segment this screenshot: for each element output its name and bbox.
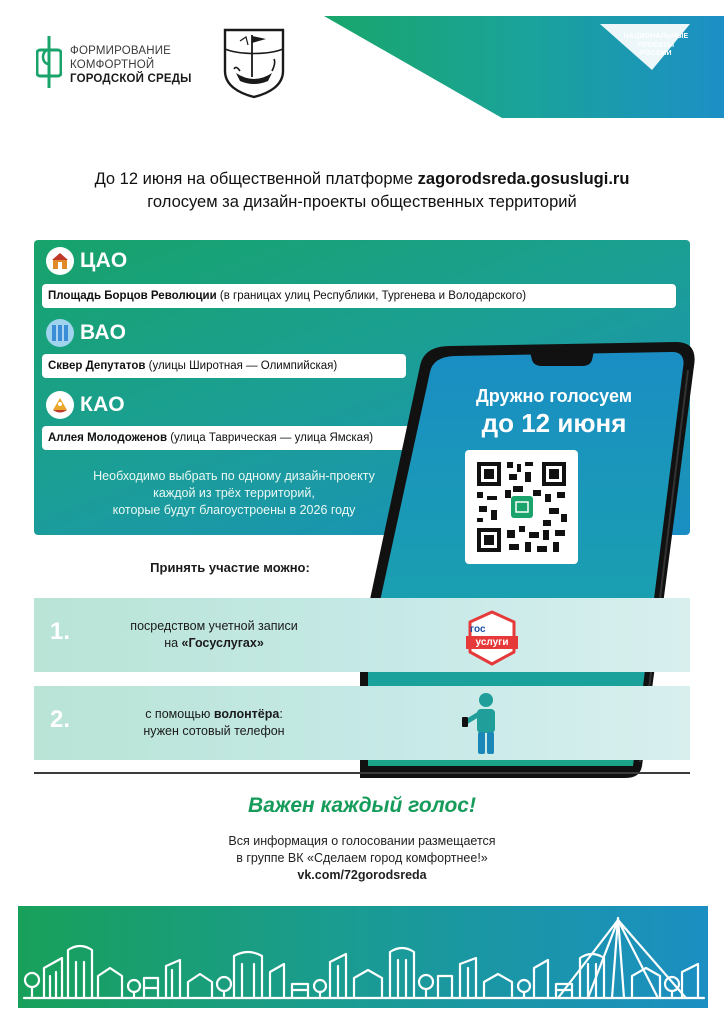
option-text: посредством учетной записи на «Госуслугах» (130, 619, 298, 650)
national-projects-banner (318, 0, 724, 118)
qr-code[interactable] (465, 450, 578, 564)
site-kao: Аллея Молодоженов (улица Таврическая — улица Ямская) (42, 426, 414, 450)
slogan: Важен каждый голос! (248, 794, 476, 817)
phone-slogan: Дружно голосуем до 12 июня (475, 386, 633, 438)
tyumen-coat-of-arms-icon (222, 27, 286, 99)
vk-link[interactable]: vk.com/72gorodsreda (297, 868, 427, 882)
info-text: Вся информация о голосовании размещается в группе ВК «Сделаем город комфортнее!» vk.com/72gorodsreda (228, 834, 496, 882)
option-gosuslugi (34, 598, 690, 672)
cityscape-icon (18, 906, 708, 1008)
fkgs-logo-text: ФОРМИРОВАНИЕ КОМФОРТНОЙ ГОРОДСКОЙ СРЕДЫ (70, 45, 192, 85)
intro-text: До 12 июня на общественной платформе zagorodsreda.gosuslugi.ru голосуем за дизайн-проекты общественных территорий (94, 170, 630, 211)
district-kao: КАО (46, 390, 125, 420)
fkgs-logo-icon (36, 34, 62, 90)
participate-title: Принять участие можно: (150, 560, 310, 575)
district-cao: ЦАО (46, 246, 127, 276)
cao-emblem-icon (46, 247, 74, 275)
volunteer-person-icon (460, 692, 504, 756)
national-projects-label: НАЦИОНАЛЬНЫЕ ПРОЕКТЫ РОССИИ (623, 33, 689, 57)
gosuslugi-logo-icon[interactable]: гос услуги (464, 610, 520, 666)
vao-emblem-icon (46, 319, 74, 347)
divider (34, 772, 690, 774)
option-number: 2. (50, 706, 71, 733)
district-vao: ВАО (46, 318, 126, 348)
option-text: с помощью волонтёра: нужен сотовый телефон (143, 707, 285, 738)
cityscape-footer (18, 906, 708, 1008)
site-vao: Сквер Депутатов (улицы Широтная — Олимпийская) (42, 354, 406, 378)
option-volunteer (34, 686, 690, 760)
option-number: 1. (50, 618, 71, 645)
platform-link[interactable]: zagorodsreda.gosuslugi.ru (417, 170, 630, 188)
note-text: Необходимо выбрать по одному дизайн-проекту каждой из трёх территорий, которые будут благоустроены в 2026 году (93, 469, 375, 517)
kao-emblem-icon (46, 391, 74, 419)
site-cao: Площадь Борцов Революции (в границах улиц Республики, Тургенева и Володарского) (42, 284, 676, 308)
